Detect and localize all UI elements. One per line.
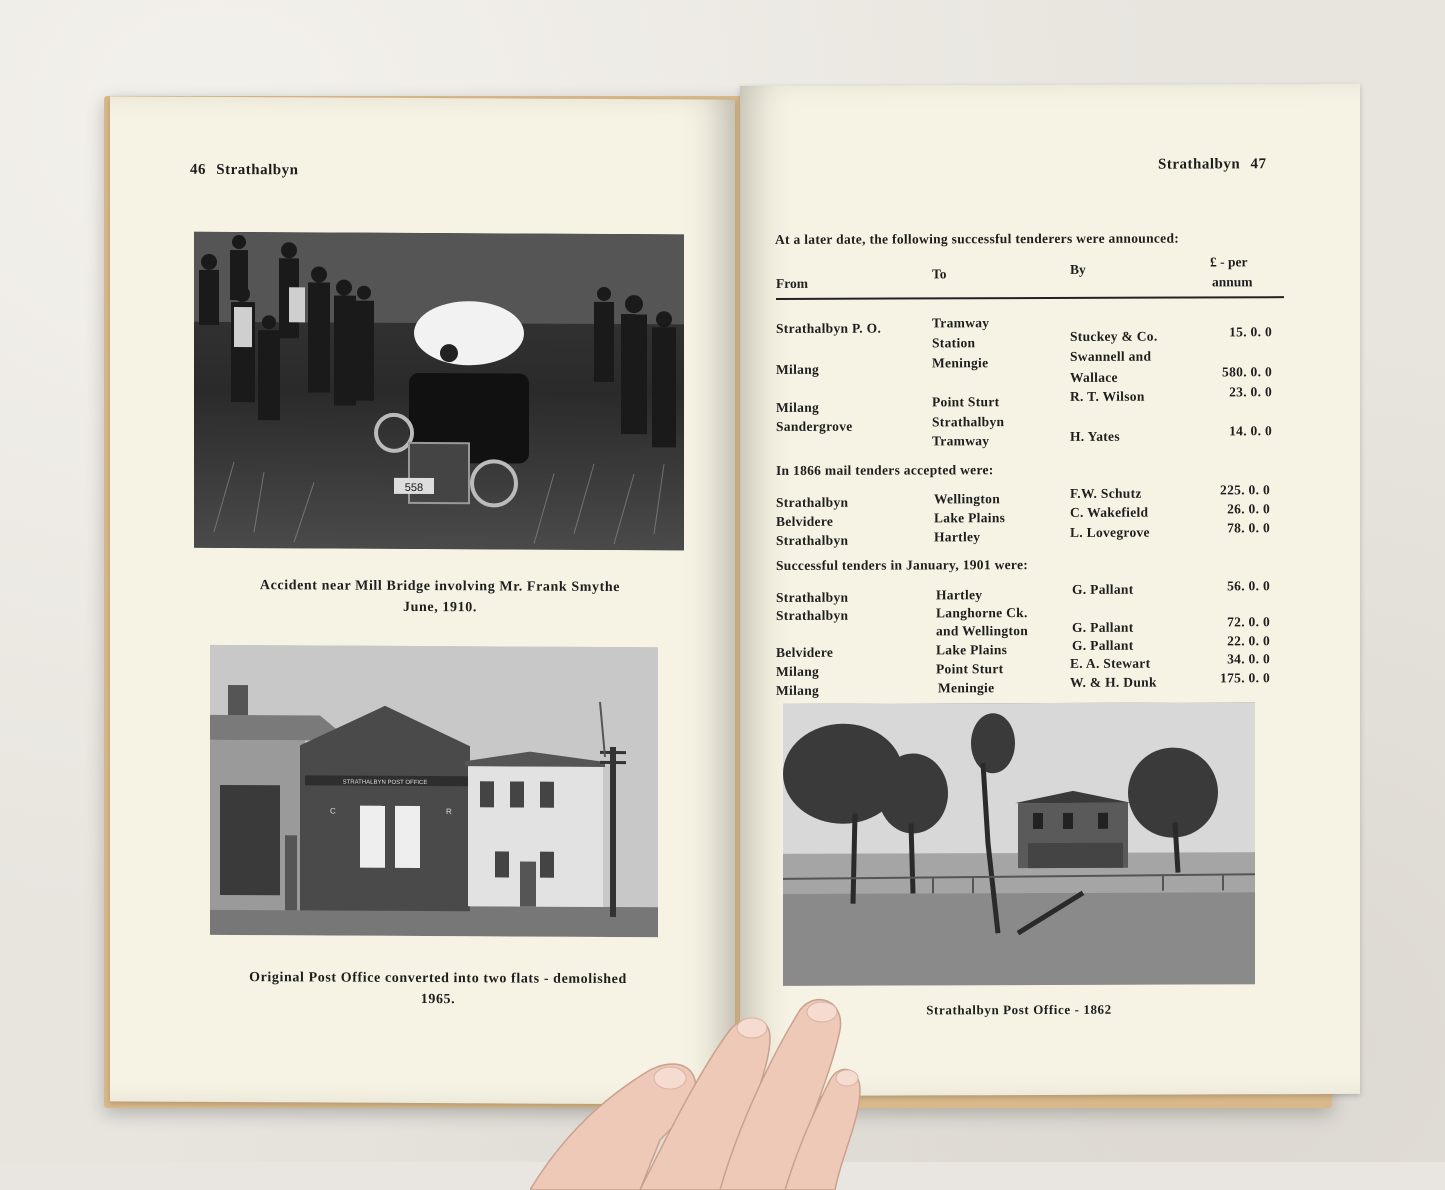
s3-r3-by: G. Pallant — [1072, 637, 1134, 653]
post-office-image — [210, 645, 658, 937]
col-amount-line2: annum — [1212, 274, 1253, 290]
s2-r3-amount: 78. 0. 0 — [1227, 520, 1270, 536]
s1-r3-to: Point Sturt — [932, 394, 1000, 410]
s2-r1-to: Wellington — [934, 491, 1001, 507]
s2-r3-from: Strathalbyn — [776, 532, 849, 548]
s2-r2-amount: 26. 0. 0 — [1227, 501, 1270, 517]
s2-r1-by: F.W. Schutz — [1070, 485, 1142, 501]
s1-r3-by: R. T. Wilson — [1070, 388, 1145, 404]
s3-r2-amount: 72. 0. 0 — [1227, 614, 1270, 630]
s3-r2-from: Strathalbyn — [776, 607, 849, 623]
right-page-number: 47 — [1250, 156, 1267, 173]
right-page — [740, 84, 1360, 1096]
s1-r2-amount: 580. 0. 0 — [1222, 364, 1272, 380]
right-page-title: Strathalbyn — [1158, 156, 1241, 173]
s3-r2-by: G. Pallant — [1072, 619, 1134, 635]
s1-r4-by: H. Yates — [1070, 428, 1120, 444]
s3-r5-amount: 175. 0. 0 — [1220, 670, 1270, 686]
post-office-photo — [210, 645, 658, 937]
s1-r2-by2: Wallace — [1070, 369, 1118, 385]
s1-r1-to2: Station — [932, 335, 976, 351]
col-by: By — [1070, 261, 1086, 277]
s2-r1-from: Strathalbyn — [776, 494, 849, 510]
s1-r1-to1: Tramway — [932, 315, 990, 331]
post-office-1862-caption: Strathalbyn Post Office - 1862 — [926, 1001, 1112, 1018]
post-office-caption-line2: 1965. — [420, 991, 456, 1008]
car-accident-photo — [194, 232, 684, 551]
s1-r1-by: Stuckey & Co. — [1070, 328, 1158, 344]
s1-r3-from: Milang — [776, 399, 820, 415]
s3-r2-to1: Langhorne Ck. — [936, 605, 1028, 621]
s2-r3-by: L. Lovegrove — [1070, 524, 1150, 540]
s3-r4-from: Milang — [776, 663, 820, 679]
s3-r5-by: W. & H. Dunk — [1070, 674, 1157, 690]
left-page-title: Strathalbyn — [216, 161, 299, 179]
license-plate: 558 — [404, 481, 424, 495]
s1-r1-from: Strathalbyn P. O. — [776, 320, 882, 336]
section3-title: Successful tenders in January, 1901 were: — [776, 557, 1029, 573]
post-office-caption-line1: Original Post Office converted into two flats - demolished — [249, 970, 627, 988]
s3-r3-amount: 22. 0. 0 — [1227, 633, 1270, 649]
col-amount-line1: £ - per — [1210, 254, 1248, 270]
tenderers-intro: At a later date, the following successful tenderers were announced: — [775, 230, 1180, 247]
s1-r4-to1: Strathalbyn — [932, 414, 1005, 430]
s2-r2-to: Lake Plains — [934, 510, 1006, 526]
section2-title: In 1866 mail tenders accepted were: — [776, 462, 994, 478]
s1-r4-amount: 14. 0. 0 — [1229, 423, 1272, 439]
s1-r1-amount: 15. 0. 0 — [1229, 324, 1272, 340]
left-page-number: 46 — [190, 161, 206, 178]
post-office-1862-image — [783, 702, 1255, 986]
hand-image — [530, 990, 870, 1190]
s3-r1-by: G. Pallant — [1072, 581, 1134, 597]
left-page — [110, 96, 735, 1104]
car-accident-caption — [190, 575, 690, 620]
s3-r5-from: Milang — [776, 682, 820, 698]
s1-r4-from: Sandergrove — [776, 418, 853, 434]
emblem-r: R — [446, 807, 452, 817]
right-page-header — [1158, 156, 1266, 173]
car-accident-caption-line1: Accident near Mill Bridge involving Mr. Frank Smythe — [259, 578, 621, 596]
s2-r2-by: C. Wakefield — [1070, 504, 1149, 520]
s1-r3-amount: 23. 0. 0 — [1229, 384, 1272, 400]
post-office-sign: STRATHALBYN POST OFFICE — [342, 779, 428, 787]
col-from: From — [776, 275, 808, 291]
s1-r2-to: Meningie — [932, 355, 989, 371]
s3-r1-from: Strathalbyn — [776, 589, 849, 605]
s3-r4-to: Point Sturt — [936, 661, 1004, 677]
post-office-1862-photo — [783, 702, 1255, 986]
s3-r1-to: Hartley — [936, 587, 983, 603]
s3-r3-from: Belvidere — [776, 644, 834, 660]
s2-r3-to: Hartley — [934, 529, 981, 545]
left-page-header — [190, 162, 298, 180]
s1-r4-to2: Tramway — [932, 433, 990, 449]
s3-r5-to: Meningie — [938, 680, 995, 696]
car-accident-caption-line2: June, 1910. — [403, 599, 477, 616]
car-accident-image — [194, 232, 684, 551]
s3-r4-amount: 34. 0. 0 — [1227, 651, 1270, 667]
s3-r4-by: E. A. Stewart — [1070, 655, 1151, 671]
s2-r1-amount: 225. 0. 0 — [1220, 482, 1270, 498]
s3-r2-to2: and Wellington — [936, 623, 1029, 639]
col-to: To — [932, 266, 947, 282]
s2-r2-from: Belvidere — [776, 513, 834, 529]
emblem-c: C — [330, 806, 336, 816]
s1-r2-by1: Swannell and — [1070, 348, 1152, 364]
s3-r3-to: Lake Plains — [936, 642, 1008, 658]
s3-r1-amount: 56. 0. 0 — [1227, 578, 1270, 594]
s1-r2-from: Milang — [776, 361, 820, 377]
header-rule — [776, 296, 1284, 299]
